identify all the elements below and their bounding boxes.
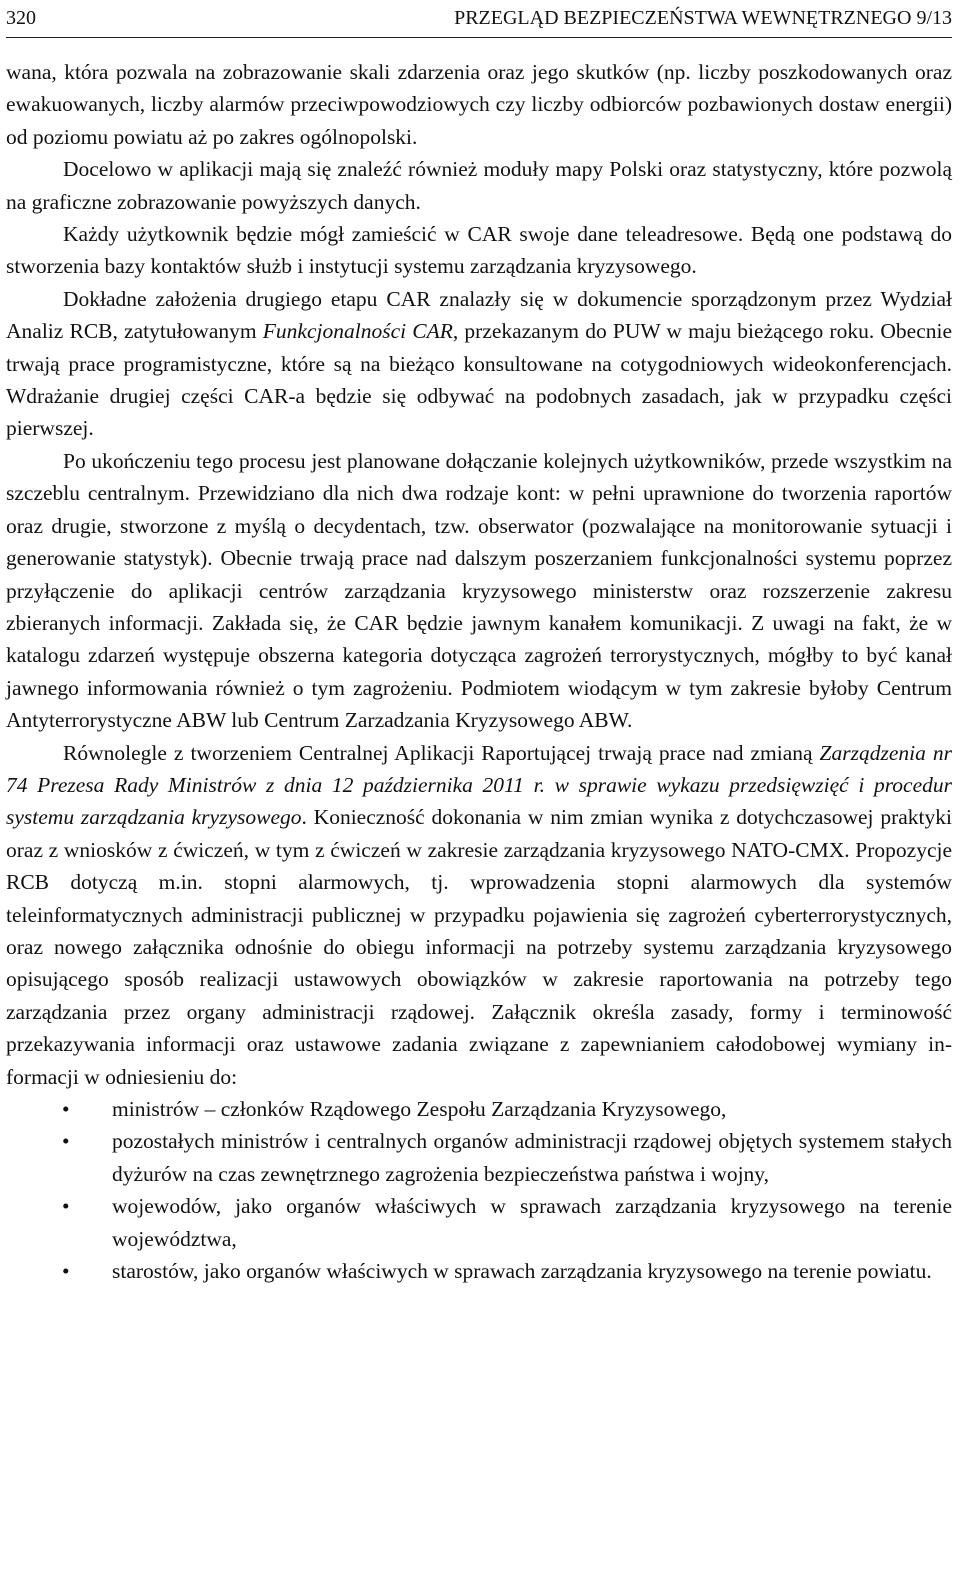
list-item-text: starostów, jako organów właściwych w sprawach zarządzania kryzysowego na terenie powiatu. xyxy=(112,1259,932,1284)
list-item-text: ministrów – członków Rządowego Zespołu Zarządzania Kryzysowego, xyxy=(112,1097,727,1121)
paragraph-4-text-end: , przekazanym do PUW w maju bieżącego roku. Obecnie trwają prace programistyczne, które są na bieżąco konsultowane na cotygodniowych wideokonferencjach. Wdrażanie drugiej części CAR-a będzie się odbywać na podobnych zasadach, jak w przypadku części pierwszej. xyxy=(6,319,952,441)
running-header xyxy=(6,0,952,38)
paragraph-3: Każdy użytkownik będzie mógł zamieścić w CAR swoje dane teleadresowe. Będą one podstawą do stworzenia bazy kontaktów służb i instytucji systemu zarządzania kryzysowego. xyxy=(6,222,952,279)
list-item xyxy=(6,1255,952,1287)
body-text xyxy=(6,56,952,1287)
journal-title: PRZEGLĄD BEZPIECZEŃSTWA WEWNĘTRZNEGO 9/13 xyxy=(454,7,952,29)
paragraph-6-text-end: . Konieczność dokonania w nim zmian wynika z dotychczasowej praktyki oraz z wniosków z ćwiczeń, w tym z ćwiczeń w zakresie zarządzania kryzysowego NATO-CMX. Propozycje RCB dotyczą m.in. stopni alarmowych, tj. wprowadzenia stopni alarmowych dla systemów teleinformatycznych administracji publicznej w przypadku pojawienia się zagrożeń cyberterrorystycznych, oraz nowego załącznika odnośnie do obiegu informacji na potrzeby systemu zarządzania kryzysowego opisującego sposób realizacji ustawowych obowiązków w zakresie raportowania na potrzeby tego zarządzania przez organy administracji rządowej. Załącznik określa zasady, formy i terminowość przekazywania informacji oraz ustawowe zadania związane z zapewnianiem całodobowej wymiany informacji w odniesieniu do: xyxy=(6,805,952,1089)
paragraph-1: wana, która pozwala na zobrazowanie skali zdarzenia oraz jego skutków (np. liczby poszkodowanych oraz ewakuowanych, liczby alarmów przeciwpowodziowych czy liczby odbiorców pozbawionych dostaw energii) od poziomu powiatu aż po zakres ogólnopolski. xyxy=(6,60,952,149)
bullet-icon: • xyxy=(62,1129,70,1154)
regulation-title-italic: Zarządzenia nr 74 Prezesa Rady Ministrów z dnia 12 października 2011 r. w sprawie wykazu przedsięwzięć i procedur systemu zarządzania kryzysowego xyxy=(6,740,952,830)
list-item xyxy=(6,1093,952,1125)
paragraph-6 xyxy=(6,737,952,1093)
paragraph-4 xyxy=(6,283,952,445)
list-item-text: wojewodów, jako organów właściwych w sprawach zarządzania kryzysowego na terenie województwa, xyxy=(112,1194,952,1251)
list-item xyxy=(6,1190,952,1255)
list-item-text: pozostałych ministrów i centralnych organów administracji rządowej objętych systemem stałych dyżurów na czas zewnętrznego zagrożenia bezpieczeństwa państwa i wojny, xyxy=(112,1129,952,1186)
bullet-list xyxy=(6,1093,952,1287)
bullet-icon: • xyxy=(62,1194,70,1219)
paragraph-6-text-start: Równolegle z tworzeniem Centralnej Aplikacji Raportującej trwają prace nad zmianą xyxy=(63,740,820,765)
paragraph-4-text-start: Dokładne założenia drugiego etapu CAR znalazły się w dokumencie sporządzonym przez Wydział Analiz RCB, zatytułowanym xyxy=(6,286,952,344)
document-title-italic: Funkcjonalności CAR xyxy=(262,319,453,344)
bullet-icon: • xyxy=(62,1097,70,1121)
document-page xyxy=(6,0,952,1287)
paragraph-2: Docelowo w aplikacji mają się znaleźć również moduły mapy Polski oraz statystyczny, które pozwolą na graficzne zobrazowanie powyższych danych. xyxy=(6,157,952,214)
page-number: 320 xyxy=(6,7,36,29)
paragraph-5: Po ukończeniu tego procesu jest planowane dołączanie kolejnych użytkowników, przede wszystkim na szczeblu centralnym. Przewidziano dla nich dwa rodzaje kont: w pełni uprawnione do tworzenia raportów oraz drugie, stworzone z myślą o decydentach, tzw. obserwator (pozwalające na monitorowanie sytuacji i generowanie statystyk). Obecnie trwają prace nad dalszym poszerzaniem funkcjonalności systemu poprzez przyłączenie do aplikacji centrów zarządzania kryzysowego ministerstw oraz rozszerzenie zakresu zbieranych informacji. Zakłada się, że CAR będzie jawnym kanałem komunikacji. Z uwagi na fakt, że w katalogu zdarzeń występuje obszerna kategoria dotycząca zagrożeń terrorystycznych, mógłby to być kanał jawnego informowania również o tym zagrożeniu. Podmiotem wiodącym w tym zakresie byłoby Centrum Antyterrorystyczne ABW lub Centrum Zarzadzania Kryzysowego ABW. xyxy=(6,448,952,733)
list-item xyxy=(6,1125,952,1190)
bullet-icon: • xyxy=(62,1259,70,1284)
